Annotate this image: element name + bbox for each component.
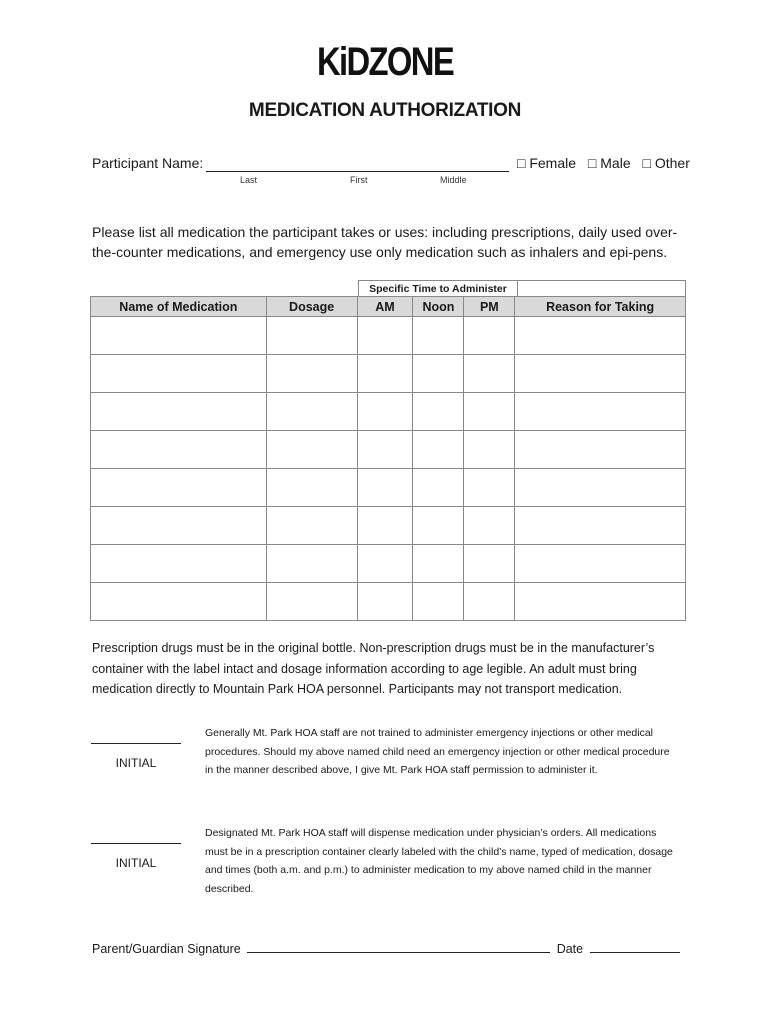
cell-reason[interactable] [515, 355, 686, 393]
cell-pm[interactable] [464, 317, 515, 355]
initial-field-1[interactable] [91, 742, 181, 744]
middle-name-sublabel: Middle [440, 175, 467, 185]
cell-am[interactable] [357, 355, 413, 393]
cell-pm[interactable] [464, 507, 515, 545]
cell-reason[interactable] [515, 583, 686, 621]
cell-pm[interactable] [464, 469, 515, 507]
gender-male-checkbox[interactable]: □ Male [587, 155, 631, 171]
table-row [91, 507, 686, 545]
logo-text: KiDZONE [316, 40, 454, 84]
last-name-sublabel: Last [240, 175, 258, 185]
cell-reason[interactable] [515, 393, 686, 431]
signature-row [92, 940, 692, 956]
cell-reason[interactable] [515, 469, 686, 507]
cell-reason[interactable] [515, 507, 686, 545]
cell-am[interactable] [357, 317, 413, 355]
table-row [91, 355, 686, 393]
signature-field[interactable] [247, 940, 550, 953]
cell-noon[interactable] [413, 355, 464, 393]
col-header-am: AM [357, 297, 413, 317]
initial-label-1: INITIAL [115, 756, 157, 770]
cell-noon[interactable] [413, 583, 464, 621]
cell-am[interactable] [357, 393, 413, 431]
cell-pm[interactable] [464, 431, 515, 469]
gender-other-checkbox[interactable]: □ Other [642, 155, 690, 171]
cell-medication[interactable] [91, 583, 267, 621]
table-row [91, 317, 686, 355]
cell-pm[interactable] [464, 583, 515, 621]
cell-am[interactable] [357, 469, 413, 507]
table-row [91, 545, 686, 583]
cell-medication[interactable] [91, 545, 267, 583]
date-label: Date [556, 942, 584, 956]
cell-medication[interactable] [91, 317, 267, 355]
initial-block-1 [90, 742, 182, 770]
kidzone-logo [0, 42, 770, 82]
initial-label-2: INITIAL [115, 856, 157, 870]
policy-text: Prescription drugs must be in the original bottle. Non-prescription drugs must be in the manufacturer’s container with the label intact and dosage information according to age legible. An adult must bring medication directly to Mountain Park HOA personnel. Participants may not transport medication. [92, 641, 655, 696]
initial-block-2 [90, 842, 182, 870]
consent-text-2: Designated Mt. Park HOA staff will dispense medication under physician’s orders. All medications must be in a prescription container clearly labeled with the child’s name, typed of medication, dosage and times (both a.m. and p.m.) to administer medication to my above named child in the manner described. [205, 827, 673, 895]
cell-noon[interactable] [413, 545, 464, 583]
cell-dosage[interactable] [266, 545, 357, 583]
col-header-medication: Name of Medication [91, 297, 267, 317]
cell-am[interactable] [357, 583, 413, 621]
gender-female-checkbox[interactable]: □ Female [517, 155, 577, 171]
col-header-noon: Noon [413, 297, 464, 317]
cell-am[interactable] [357, 545, 413, 583]
table-row [91, 469, 686, 507]
table-row [91, 431, 686, 469]
cell-dosage[interactable] [266, 355, 357, 393]
col-header-pm: PM [464, 297, 515, 317]
cell-noon[interactable] [413, 317, 464, 355]
participant-name-label: Participant Name: [92, 155, 204, 171]
col-header-reason: Reason for Taking [515, 297, 686, 317]
first-name-sublabel: First [350, 175, 368, 185]
cell-reason[interactable] [515, 431, 686, 469]
date-field[interactable] [590, 940, 680, 953]
cell-dosage[interactable] [266, 431, 357, 469]
medication-table [90, 296, 686, 621]
cell-dosage[interactable] [266, 507, 357, 545]
cell-dosage[interactable] [266, 393, 357, 431]
cell-noon[interactable] [413, 431, 464, 469]
cell-pm[interactable] [464, 545, 515, 583]
cell-noon[interactable] [413, 507, 464, 545]
time-group-header-label: Specific Time to Administer [359, 281, 518, 298]
cell-am[interactable] [357, 507, 413, 545]
cell-noon[interactable] [413, 469, 464, 507]
time-group-header [358, 280, 686, 297]
cell-medication[interactable] [91, 507, 267, 545]
cell-dosage[interactable] [266, 317, 357, 355]
cell-pm[interactable] [464, 393, 515, 431]
participant-name-field[interactable] [206, 171, 509, 172]
cell-medication[interactable] [91, 431, 267, 469]
cell-medication[interactable] [91, 469, 267, 507]
table-header-row [91, 297, 686, 317]
consent-text-1: Generally Mt. Park HOA staff are not trained to administer emergency injections or other medical procedures. Should my above named child need an emergency injection or other medical procedure in the manner described above, I give Mt. Park HOA staff permission to administer it. [205, 727, 670, 776]
cell-reason[interactable] [515, 317, 686, 355]
cell-am[interactable] [357, 431, 413, 469]
col-header-dosage: Dosage [266, 297, 357, 317]
page-title: MEDICATION AUTHORIZATION [248, 100, 522, 121]
cell-reason[interactable] [515, 545, 686, 583]
cell-dosage[interactable] [266, 583, 357, 621]
instructions-text: Please list all medication the participant takes or uses: including prescriptions, daily used over-the-counter medications, and emergency use only medication such as inhalers and epi-pens. [92, 224, 678, 260]
table-row [91, 393, 686, 431]
participant-name-row [92, 155, 692, 175]
initial-field-2[interactable] [91, 842, 181, 844]
cell-pm[interactable] [464, 355, 515, 393]
signature-label: Parent/Guardian Signature [92, 942, 241, 956]
gender-options [517, 155, 698, 171]
cell-noon[interactable] [413, 393, 464, 431]
cell-medication[interactable] [91, 355, 267, 393]
cell-medication[interactable] [91, 393, 267, 431]
cell-dosage[interactable] [266, 469, 357, 507]
table-row [91, 583, 686, 621]
